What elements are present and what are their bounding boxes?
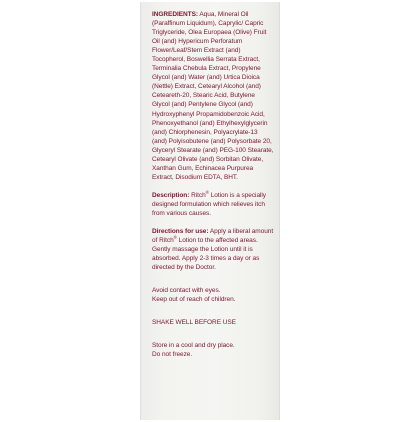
ingredients-heading: INGREDIENTS: — [152, 11, 198, 18]
registered-mark: ® — [173, 234, 177, 240]
warning-children: Keep out of reach of children. — [152, 296, 236, 304]
directions-text-after: Lotion to the affected areas. Gently massage the Lotion until it is absorbed. Apply 2-3 times a day or as directed by the Doctor. — [152, 237, 260, 272]
description-brand: Ritch — [189, 191, 206, 199]
storage-line-1: Store in a cool and dry place. — [152, 342, 235, 350]
directions-text-before: Apply a liberal amount of Ritch — [152, 228, 274, 245]
ingredients-text: Aqua, Mineral Oil (Paraffinum Liquidum), Caprylic/ Capric Triglyceride, Olea Europaea (Olive) Fruit Oil (and) Hypericum Perforatum Flower/Leaf/Stem Extract (and) Tocopherol, Boswellia Serrata Extract, Terminalia Chebula Extract, Propylene Glycol (and) Water (and) Urtica Dioica (Nettle) Extract, Cetearyl Alcohol (and) Ceteareth-20, Stearic Acid, Butylene Glycol (and) Pentylene Glycol (and) Hydroxyphenyl Propamidobenzoic Acid, Phenoxyethanol (and) Ethylhexylglycerin (and) Chlorphenesin, Polyacrylate-13 (and) Polyisobutene (and) Polysorbate 20, Glyceryl Stearate (and) PEG-100 Stearate, Cetearyl Olivate (and) Sorbitan Olivate, Xanthan Gum, Echinacea Purpurea Extract, Disodium EDTA, BHT. — [152, 11, 274, 181]
directions-paragraph — [152, 227, 274, 272]
storage-line-2: Do not freeze. — [152, 351, 193, 359]
registered-mark: ® — [205, 189, 209, 195]
warning-eyes: Avoid contact with eyes. — [152, 287, 221, 295]
shake-notice: SHAKE WELL BEFORE USE — [152, 319, 236, 327]
description-text: Lotion is a specially designed formulation which relieves itch from various causes. — [152, 191, 267, 217]
description-paragraph — [152, 191, 274, 218]
directions-heading: Directions for use: — [152, 228, 209, 236]
ingredients-paragraph — [152, 10, 274, 182]
description-heading: Description: — [152, 191, 190, 199]
label-text-block — [152, 10, 274, 360]
